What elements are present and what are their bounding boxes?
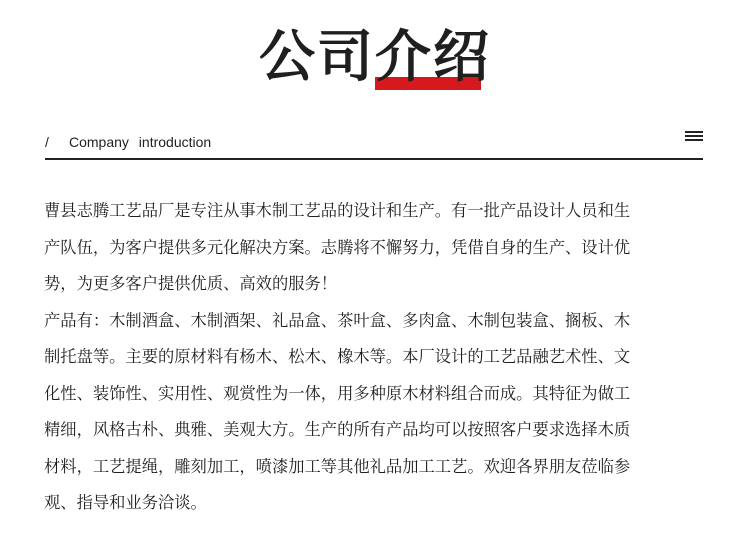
text-line: 化性、装饰性、实用性、观赏性为一体，用多种原木材料组合而成。其特征为做工	[44, 383, 631, 403]
hamburger-menu-icon[interactable]	[685, 131, 703, 145]
menu-icon-bar	[685, 135, 703, 137]
text-line: 精细，风格古朴、典雅、美观大方。生产的所有产品均可以按照客户要求选择木质	[44, 420, 631, 439]
menu-icon-bar	[685, 139, 703, 141]
menu-icon-bar	[685, 131, 703, 133]
text-line: 观、指导和业务洽谈。	[44, 493, 207, 512]
page-title: 公司介绍	[259, 25, 491, 90]
text-line: 产队伍，为客户提供多元化解决方案。志腾将不懈努力，凭借自身的生产、设计优	[44, 237, 631, 257]
header-divider	[45, 158, 703, 160]
intro-paragraph	[44, 193, 704, 522]
text-line: 产品有：木制酒盒、木制酒架、礼品盒、茶叶盒、多肉盒、木制包装盒、搁板、木	[44, 310, 631, 330]
title-area	[0, 22, 750, 96]
text-line: 势，为更多客户提供优质、高效的服务！	[44, 274, 338, 293]
subtitle-slash: /	[45, 134, 49, 150]
text-line: 曹县志腾工艺品厂是专注从事木制工艺品的设计和生产。有一批产品设计人员和生	[44, 201, 631, 220]
subtitle: Company introduction	[69, 134, 212, 150]
subtitle-row	[45, 131, 703, 155]
text-line: 制托盘等。主要的原材料有杨木、松木、橡木等。本厂设计的工艺品融艺术性、文	[44, 347, 631, 366]
text-line: 材料，工艺提绳，雕刻加工，喷漆加工等其他礼品加工工艺。欢迎各界朋友莅临参	[44, 456, 631, 476]
